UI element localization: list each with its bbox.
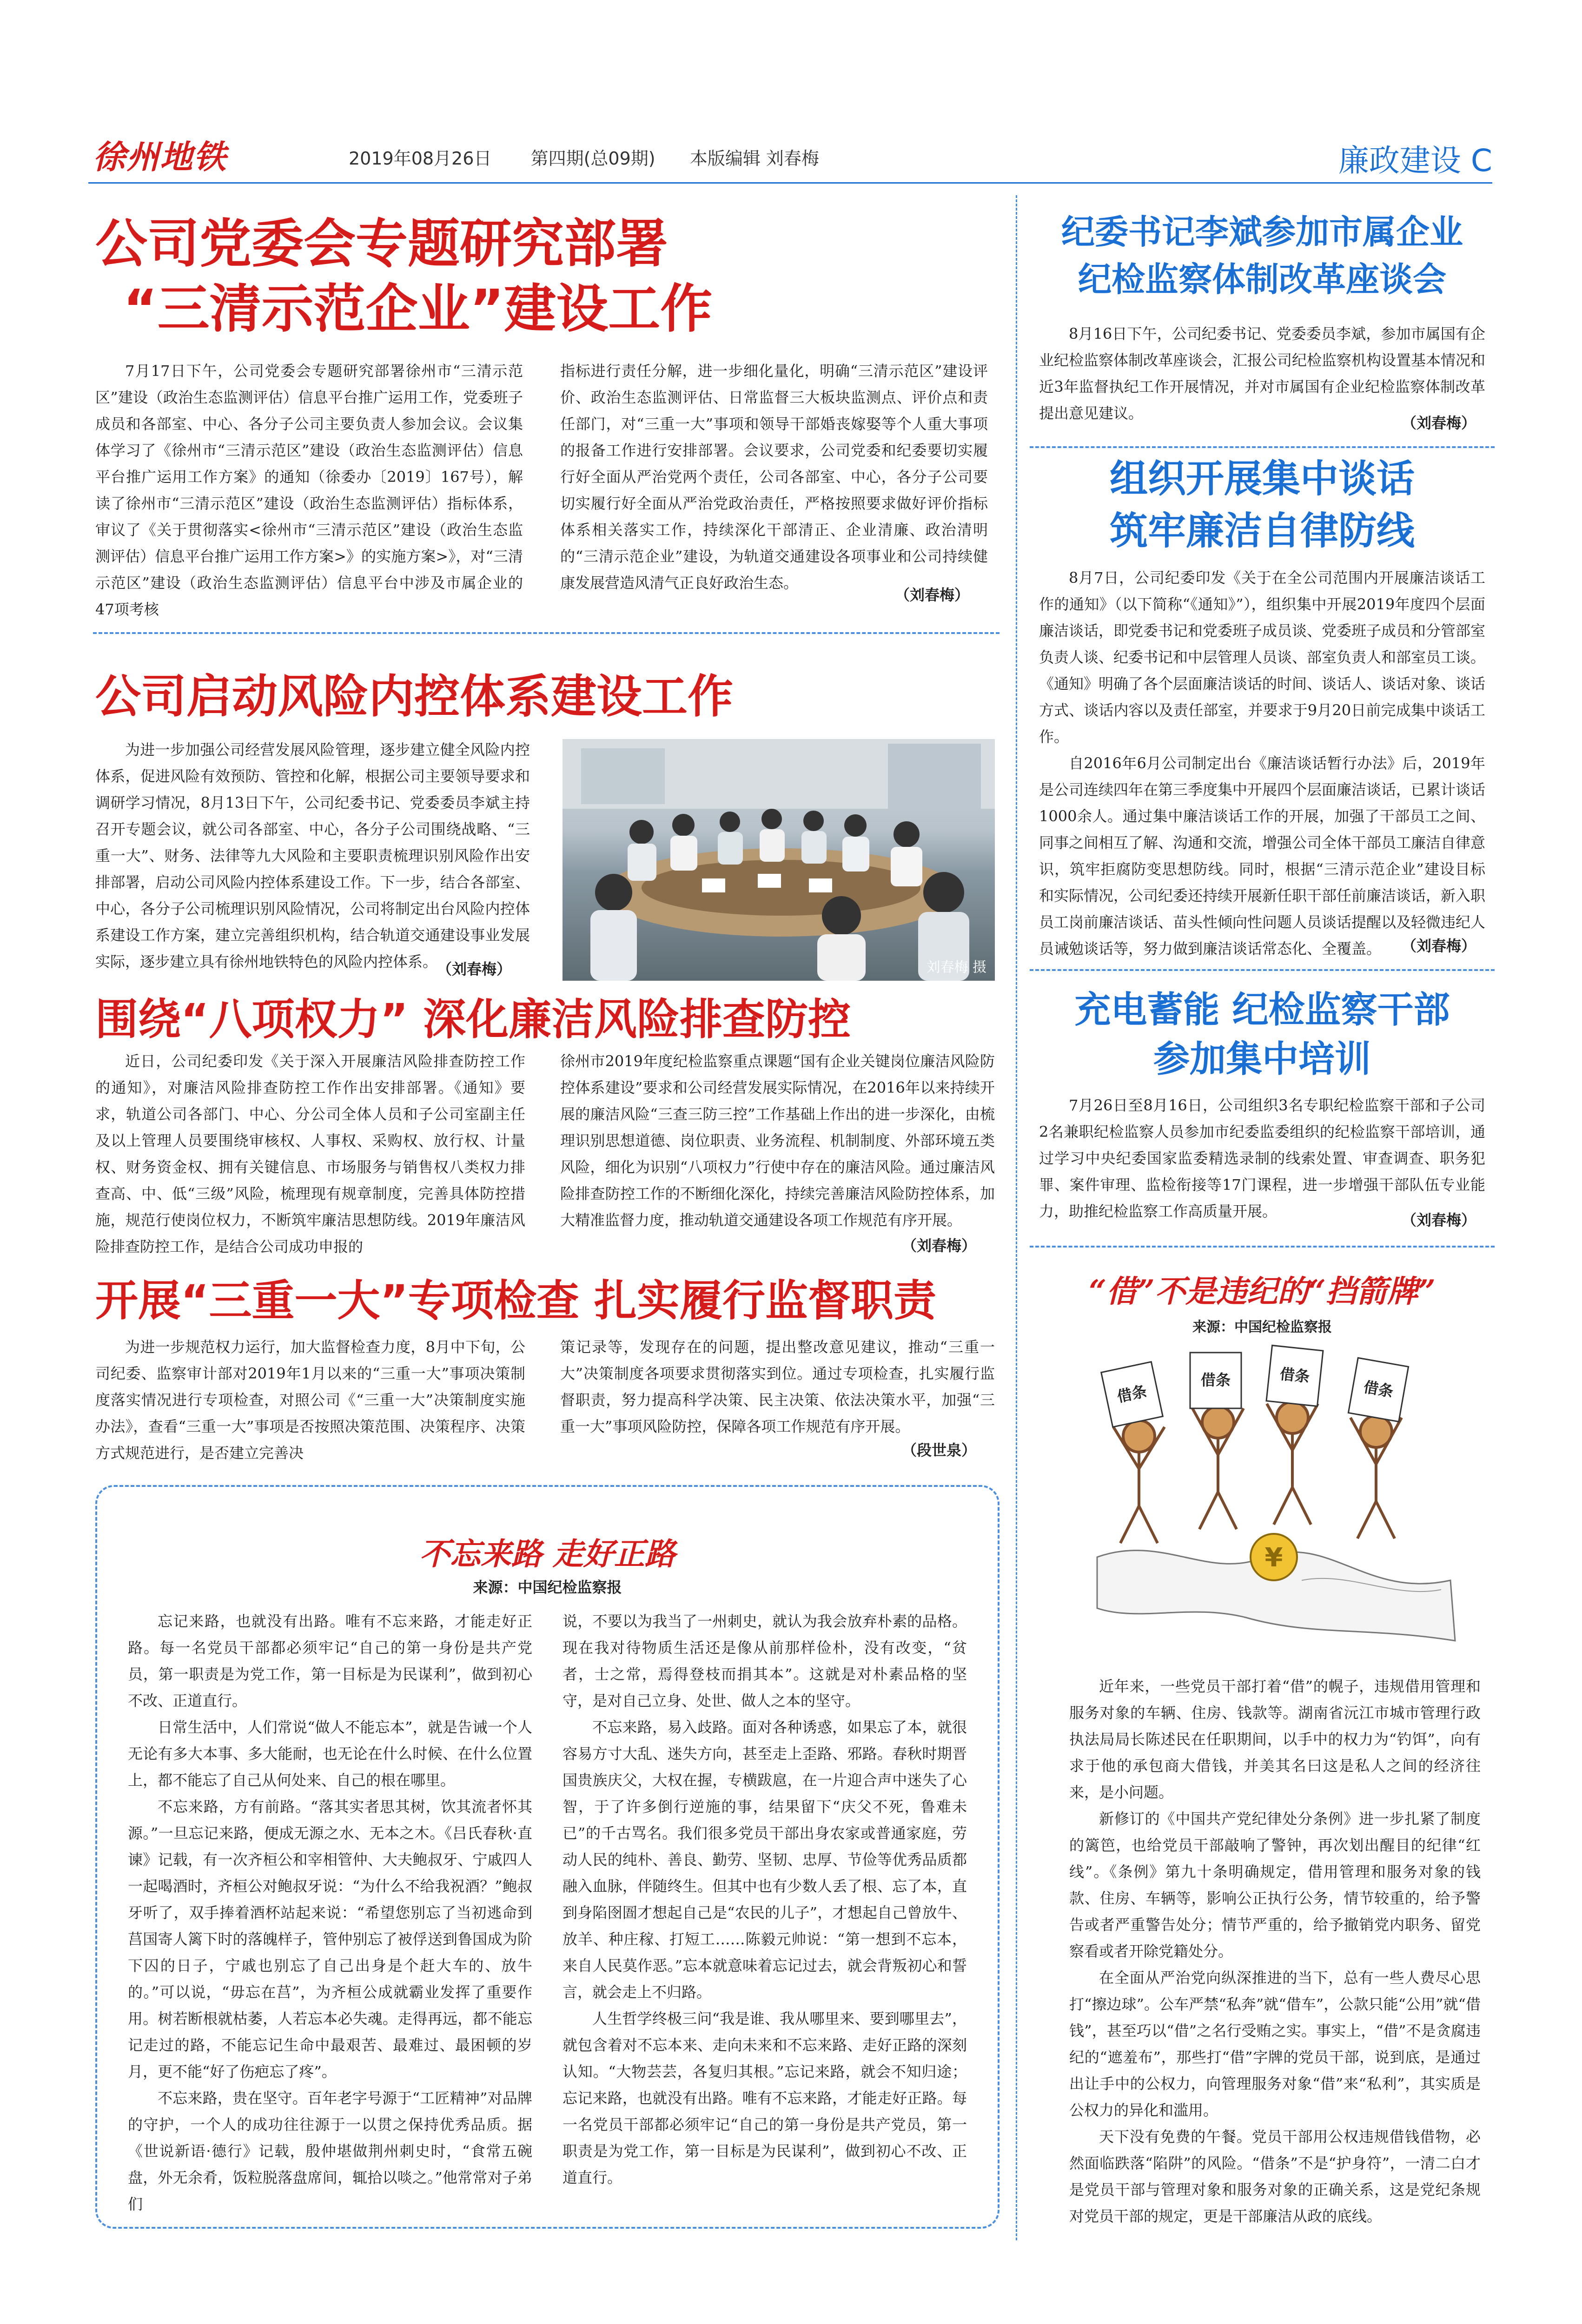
- article5-col2-p2: 不忘来路，易入歧路。面对各种诱惑，如果忘了本，就很容易方寸大乱、迷失方向，甚至走上歪路、邪路。春秋时期晋国贵族庆父，大权在握，专横跋扈，在一片迎合声中迷失了心智，于了许多倒行逆施的事，结果留下“庆父不死，鲁难未已”的千古骂名。我们很多党员干部出身农家或普通家庭，劳动人民的纯朴、善良、勤劳、坚韧、忠厚、节俭等优秀品质都融入血脉，伴随终生。但其中也有少数人丢了根、忘了本，直到身陷囹圄才想起自己是“农民的儿子”，才想起自己曾放牛、放羊、种庄稼、打短工……陈毅元帅说：“第一想到不忘本，来自人民莫作恶。”忘本就意味着忘记过去，就会背叛初心和誓言，就会走上不归路。: [563, 1718, 967, 2001]
- issue-info: [349, 144, 819, 170]
- article5-col1-p4: 不忘来路，贵在坚守。百年老字号源于“工匠精神”对品牌的守护，一个人的成功往往源于一以贯之保持优秀品质。据《世说新语·德行》记载，殷仲堪做荆州刺史时，“食常五碗盘，外无余肴，饭粒脱落盘席间，辄拾以啖之。”他常常对子弟们: [128, 2089, 532, 2212]
- right4-body-p3: 在全面从严治党向纵深推进的当下，总有一些人费尽心思打“擦边球”。公车严禁“私奔”就“借车”，公款只能“公用”就“借钱”，甚至巧以“借”之名行受贿之实。事实上，“借”不是贪腐违纪的“遮羞布”，那些打“借”字牌的党员干部，说到底，是通过出让手中的公权力，向管理服务对象“借”来“私利”，其实质是公权力的异化和滥用。: [1069, 1969, 1481, 2119]
- article4-byline: （段世泉）: [901, 1441, 976, 1459]
- right3-title: [1030, 985, 1495, 1084]
- article1-title-line1: 公司党委会专题研究部署: [95, 214, 668, 274]
- right1-body-text: 8月16日下午，公司纪委书记、党委委员李斌，参加市属国有企业纪检监察体制改革座谈会，汇报公司纪检监察机构设置基本情况和近3年监督执纪工作开展情况，并对市属国有企业纪检监察体制改革提出意见建议。: [1039, 325, 1486, 422]
- right-column-rule: [1016, 195, 1017, 2240]
- masthead-rule: [88, 182, 1492, 184]
- right1-title-line1: 纪委书记李斌参加市属企业: [1061, 212, 1463, 251]
- right4-title: “借”不是违纪的“挡箭牌”: [1089, 1273, 1436, 1309]
- right2-title-line1: 组织开展集中谈话: [1109, 457, 1415, 501]
- issue-editor: 本版编辑 刘春梅: [689, 148, 819, 169]
- right2-body: [1039, 565, 1485, 962]
- cartoon-label-3: 借条: [1279, 1365, 1311, 1386]
- right3-title-line2: 参加集中培训: [1153, 1038, 1371, 1080]
- svg-text:¥: ¥: [1264, 1543, 1283, 1573]
- right1-body: [1039, 321, 1485, 427]
- article2-body-text: 为进一步加强公司经营发展风险管理，逐步建立健全风险内控体系，促进风险有效预防、管控和化解，根据公司主要领导要求和调研学习情况，8月13日下午，公司纪委书记、党委委员李斌主持召开专题会议，就公司各部室、中心，各分子公司围绕战略、“三重一大”、财务、法律等九大风险和主要职责梳理识别风险作出安排部署，启动公司风险内控体系建设工作。下一步，结合各部室、中心，各分子公司梳理识别风险情况，公司将制定出台风险内控体系建设工作方案，建立完善组织机构，结合轨道交通建设事业发展实际，逐步建立具有徐州地铁特色的风险内控体系。: [95, 741, 530, 971]
- logo: [93, 131, 246, 178]
- article5-title: 不忘来路 走好正路: [419, 1536, 675, 1572]
- right4-body-p1: 近年来，一些党员干部打着“借”的幌子，违规借用管理和服务对象的车辆、住房、钱款等。湖南省沅江市城市管理行政执法局局长陈述民在任职期间，以手中的权力为“钓饵”，向有求于他的承包商大借钱，并美其名曰这是私人之间的经济往来，是小问题。: [1069, 1677, 1481, 1801]
- article1-col2-text: 指标进行责任分解，进一步细化量化，明确“三清示范区”建设评价、政治生态监测评估、日常监督三大板块监测点、评价点和责任部门，对“三重一大”事项和领导干部婚丧嫁娶等个人重大事项的报备工作进行安排部署。会议要求，公司党委和纪委要切实履行好全面从严治党两个责任，公司各部室、中心，各分子公司要切实履行好全面从严治党政治责任，严格按照要求做好评价指标体系相关落实工作，持续深化干部清正、企业清廉、政治清明的“三清示范企业”建设，为轨道交通建设各项事业和公司持续健康发展营造风清气正良好政治生态。: [560, 362, 988, 592]
- article4-col2: [560, 1334, 995, 1440]
- divider-1: [93, 632, 1000, 634]
- article5-source: 来源：中国纪检监察报: [473, 1578, 622, 1596]
- article1-col2: [560, 358, 988, 596]
- article4-col2-text: 策记录等，发现存在的问题，提出整改意见建议，推动“三重一大”决策制度各项要求贯彻落实到位。通过专项检查，扎实履行监督职责，努力提高科学决策、民主决策、依法决策水平，加强“三重一大”事项风险防控，保障各项工作规范有序开展。: [560, 1338, 995, 1435]
- right3-body-text: 7月26日至8月16日，公司组织3名专职纪检监察干部和子公司2名兼职纪检监察人员参加市纪委监委组织的纪检监察干部培训，通过学习中央纪委国家监委精选录制的线索处置、审查调查、职务犯罪、案件审理、监检衔接等17门课程，进一步增强干部队伍专业能力，助推纪检监察工作高质量开展。: [1039, 1096, 1485, 1220]
- right1-title-line2: 纪检监察体制改革座谈会: [1078, 260, 1446, 299]
- logo-text: 徐州地铁: [93, 138, 227, 176]
- meeting-photo-illustration: [563, 739, 995, 981]
- cartoon-label-1: 借条: [1115, 1382, 1149, 1406]
- article5-col1: [128, 1608, 532, 2212]
- article1-byline: （刘春梅）: [894, 586, 969, 604]
- right1-title: [1030, 208, 1495, 303]
- cartoon: [1069, 1339, 1469, 1645]
- right1-byline: （刘春梅）: [1401, 414, 1476, 432]
- right4-source: 来源：中国纪检监察报: [1192, 1319, 1332, 1335]
- meeting-photo: [563, 739, 995, 981]
- right-divider-1: [1030, 446, 1495, 448]
- masthead: [88, 125, 1492, 186]
- right2-title: [1030, 453, 1495, 557]
- article5-col1-p1: 忘记来路，也就没有出路。唯有不忘来路，才能走好正路。每一名党员干部都必须牢记“自己的第一身份是共产党员，第一职责是为党工作，第一目标是为民谋利”，做到初心不改、正道直行。: [128, 1612, 532, 1710]
- right2-body-p1: 8月7日，公司纪委印发《关于在全公司范围内开展廉洁谈话工作的通知》（以下简称“《通知》”），组织集中开展2019年度四个层面廉洁谈话，即党委书记和党委班子成员谈、党委班子成员和分管部室负责人谈、纪委书记和中层管理人员谈、部室负责人和部室员工谈。《通知》明确了各个层面廉洁谈话的时间、谈话人、谈话对象、谈话方式、谈话内容以及责任部室，并要求于9月20日前完成集中谈话工作。: [1039, 569, 1486, 746]
- issue-date: 2019年08月26日: [349, 148, 492, 169]
- article5-col1-p3: 不忘来路，方有前路。“落其实者思其树，饮其流者怀其源。”一旦忘记来路，便成无源之水、无本之木。《吕氏春秋·直谏》记载，有一次齐桓公和宰相管仲、大夫鲍叔牙、宁戚四人一起喝酒时，齐桓公对鲍叔牙说：“为什么不给我祝酒？”鲍叔牙听了，双手捧着酒杯站起来说：“希望您别忘了当初逃命到莒国寄人篱下时的落魄样子，管仲别忘了被俘送到鲁国成为阶下囚的日子，宁戚也别忘了自己出身是个赶大车的、放牛的。”可以说，“毋忘在莒”，为齐桓公成就霸业发挥了重要作用。树若断根就枯萎，人若忘本必失魂。走得再远，都不能忘记走过的路，不能忘记生命中最艰苦、最难过、最困顿的岁月，更不能“好了伤疤忘了疼”。: [128, 1798, 532, 2080]
- right4-body-p2: 新修订的《中国共产党纪律处分条例》进一步扎紧了制度的篱笆，也给党员干部敲响了警钟，再次划出醒目的纪律“红线”。《条例》第九十条明确规定，借用管理和服务对象的钱款、住房、车辆等，影响公正执行公务，情节较重的，给予警告或者严重警告处分；情节严重的，给予撤销党内职务、留党察看或者开除党籍处分。: [1069, 1810, 1481, 1960]
- right4-body: [1069, 1673, 1481, 2231]
- article1-col1: [95, 358, 523, 623]
- article4-col1-text: 为进一步规范权力运行，加大监督检查力度，8月中下旬，公司纪委、监察审计部对2019年1月以来的“三重一大”事项决策制度落实情况进行专项检查，对照公司《“三重一大”决策制度实施办法》，查看“三重一大”事项是否按照决策范围、决策程序、决策方式规范进行，是否建立完善决: [95, 1338, 525, 1462]
- article3-col2: [560, 1048, 995, 1234]
- right4-body-p4: 天下没有免费的午餐。党员干部用公权违规借钱借物，必然面临跌落“陷阱”的风险。“借条”不是“护身符”，一清二白才是党员干部与管理对象和服务对象的正确关系，这是党纪条规对党员干部的规定，更是干部廉洁从政的底线。: [1069, 2128, 1481, 2225]
- photo-credit: 刘春梅 摄: [926, 959, 986, 976]
- article3-byline: （刘春梅）: [901, 1237, 976, 1254]
- right-divider-3: [1030, 1246, 1495, 1248]
- article1-title: [95, 211, 712, 342]
- right2-body-p2: 自2016年6月公司制定出台《廉洁谈话暂行办法》后，2019年是公司连续四年在第三季度集中开展四个层面廉洁谈话，已累计谈话1000余人。通过集中廉洁谈话工作的开展，加强了干部员工之间、同事之间相互了解、沟通和交流，增强公司全体干部员工廉洁自律意识，筑牢拒腐防变思想防线。同时，根据“三清示范企业”建设目标和实际情况，公司纪委还持续开展新任职干部任前廉洁谈话，新入职员工岗前廉洁谈话、苗头性倾向性问题人员谈话提醒以及轻微违纪人员诫勉谈话等，努力做到廉洁谈话常态化、全覆盖。: [1039, 754, 1486, 957]
- article3-col1: [95, 1048, 525, 1260]
- article1-col1-text: 7月17日下午，公司党委会专题研究部署徐州市“三清示范区”建设（政治生态监测评估）信息平台推广运用工作，党委班子成员和各部室、中心、各分子公司主要负责人参加会议。会议集体学习了《徐州市“三清示范区”建设（政治生态监测评估）信息平台推广运用工作方案》的通知（徐委办〔2019〕167号），解读了徐州市“三清示范区”建设（政治生态监测评估）指标体系，审议了《关于贯彻落实<徐州市“三清示范区”建设（政治生态监测评估）信息平台推广运用工作方案>》的实施方案>》，对“三清示范区”建设（政治生态监测评估）信息平台中涉及市属企业的47项考核: [95, 362, 523, 618]
- right2-title-line2: 筑牢廉洁自律防线: [1109, 509, 1415, 553]
- right3-body: [1039, 1092, 1485, 1225]
- article4-col1: [95, 1334, 525, 1466]
- article3-col2-text: 徐州市2019年度纪检监察重点课题“国有企业关键岗位廉洁风险防控体系建设”要求和公司经营发展实际情况，在2016年以来持续开展的廉洁风险“三查三防三控”工作基础上作出的进一步深化，由梳理识别思想道德、岗位职责、业务流程、机制制度、外部环境五类风险，细化为识别“八项权力”行使中存在的廉洁风险。通过廉洁风险排查防控工作的不断细化深化，持续完善廉洁风险防控体系，加大精准监督力度，推动轨道交通建设各项工作规范有序开展。: [560, 1052, 995, 1229]
- article3-col1-text: 近日，公司纪委印发《关于深入开展廉洁风险排查防控工作的通知》，对廉洁风险排查防控工作作出安排部署。《通知》要求，轨道公司各部门、中心、分公司全体人员和子公司室副主任及以上管理人员要围绕审核权、人事权、采购权、放行权、计量权、财务资金权、拥有关键信息、市场服务与销售权八类权力排查高、中、低“三级”风险，梳理现有规章制度，完善具体防控措施，规范行使岗位权力，不断筑牢廉洁思想防线。2019年廉洁风险排查防控工作，是结合公司成功申报的: [95, 1052, 525, 1255]
- section-title: 廉政建设 C: [1338, 143, 1492, 178]
- article5-col2: [563, 1608, 967, 2212]
- cartoon-illustration: [1069, 1339, 1469, 1645]
- article4-title: 开展“三重一大”专项检查 扎实履行监督职责: [95, 1276, 936, 1326]
- cartoon-label-4: 借条: [1362, 1378, 1395, 1401]
- right3-title-line1: 充电蓄能 纪检监察干部: [1074, 989, 1450, 1031]
- article5-col1-p2: 日常生活中，人们常说“做人不能忘本”，就是告诫一个人无论有多大本事、多大能耐，也无论在什么时候、在什么位置上，都不能忘了自己从何处来、自己的根在哪里。: [128, 1718, 532, 1789]
- article5-col2-p1: 说，不要以为我当了一州刺史，就认为我会放弃朴素的品格。现在我对待物质生活还是像从前那样俭朴，没有改变，“贫者，士之常，焉得登枝而捐其本”。这就是对朴素品格的坚守，是对自己立身、处世、做人之本的坚守。: [563, 1612, 967, 1710]
- article2-title: 公司启动风险内控体系建设工作: [95, 670, 734, 723]
- article3-title: 围绕“八项权力” 深化廉洁风险排查防控: [95, 995, 851, 1044]
- article5-col2-p3: 人生哲学终极三问“我是谁、我从哪里来、要到哪里去”，就包含着对不忘本来、走向未来和不忘来路、走好正路的深刻认知。“大物芸芸，各复归其根。”忘记来路，就会不知归途；忘记来路，也就没有出路。唯有不忘来路，才能走好正路。每一名党员干部都必须牢记“自己的第一身份是共产党员，第一职责是为党工作，第一目标是为民谋利”，做到初心不改、正道直行。: [563, 2010, 967, 2186]
- article2-byline: （刘春梅）: [437, 960, 511, 978]
- right-divider-2: [1030, 969, 1495, 971]
- article1-title-line2: “三清示范企业”建设工作: [123, 279, 713, 339]
- article2-body: [95, 737, 530, 975]
- cartoon-label-2: 借条: [1200, 1371, 1231, 1389]
- right2-byline: （刘春梅）: [1401, 937, 1476, 955]
- issue-number: 第四期(总09期): [530, 148, 655, 169]
- right3-byline: （刘春梅）: [1401, 1211, 1476, 1229]
